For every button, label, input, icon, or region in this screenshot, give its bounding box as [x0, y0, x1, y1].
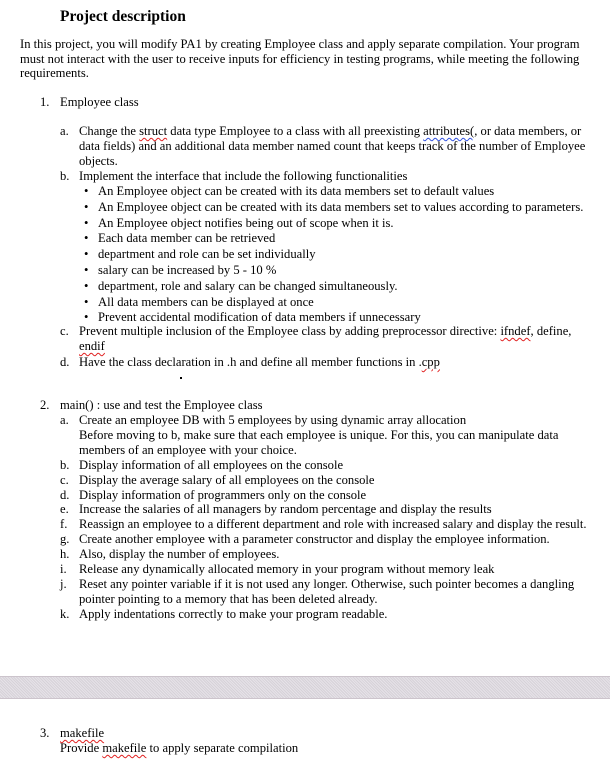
item-text	[79, 124, 581, 139]
item-text: Reset any pointer variable if it is not used any longer. Otherwise, such pointer becomes a dangling	[79, 576, 575, 591]
item-text: Display information of all employees on the console	[79, 457, 344, 472]
item-text: Reassign an employee to a different department and role with increased salary and display the result.	[79, 517, 587, 532]
item-letter: c.	[60, 324, 69, 338]
item-text: Release any dynamically allocated memory in your program without memory leak	[79, 562, 495, 576]
section-number: 3.	[40, 726, 50, 740]
item-text: Create another employee with a parameter constructor and display the employee information.	[79, 532, 550, 547]
text: Prevent multiple inclusion of the Employee class by adding preprocessor directive:	[79, 324, 501, 338]
bullet-text: All data members can be displayed at once	[98, 294, 314, 309]
text: , or data members, or	[474, 124, 582, 138]
bullet-text: salary can be increased by 5 - 10 %	[98, 263, 277, 277]
misspelled-word[interactable]: endif	[79, 339, 105, 353]
bullet-icon: •	[84, 294, 89, 309]
text: to apply separate compilation	[146, 741, 299, 755]
section-text	[60, 741, 298, 756]
bullet-text: An Employee object can be created with its data members set to values according to parameters.	[98, 199, 584, 214]
page-break-band	[0, 676, 610, 699]
section-heading: main() : use and test the Employee class	[60, 398, 263, 412]
item-text	[79, 355, 440, 370]
bullet-text: An Employee object can be created with its data members set to default values	[98, 184, 495, 198]
bullet-text: Prevent accidental modification of data members if unnecessary	[98, 310, 421, 325]
bullet-icon: •	[84, 215, 89, 230]
item-letter: h.	[60, 547, 70, 562]
intro-line: In this project, you will modify PA1 by creating Employee class and apply separate compilation. Your program	[20, 37, 580, 51]
item-text: Increase the salaries of all managers by random percentage and display the results	[79, 502, 492, 517]
section-number: 2.	[40, 398, 50, 412]
item-text: members of an employee with your choice.	[79, 442, 297, 457]
bullet-icon: •	[84, 231, 89, 246]
item-letter: k.	[60, 606, 70, 621]
section-heading	[60, 726, 104, 741]
text: Provide	[60, 741, 103, 755]
section-number: 1.	[40, 95, 50, 109]
bullet-icon: •	[84, 199, 89, 214]
cursor-dot	[180, 377, 182, 379]
bullet-icon: •	[84, 263, 89, 277]
misspelled-word[interactable]: struct	[139, 124, 168, 138]
text: data type Employee to a class with all preexisting	[167, 124, 424, 138]
item-text: Implement the interface that include the following functionalities	[79, 169, 408, 183]
text: , define,	[530, 324, 572, 338]
item-text: data fields) and an additional data member named count that keeps track of the number of Employee	[79, 139, 586, 153]
item-letter: e.	[60, 502, 69, 517]
page-title: Project description	[60, 8, 186, 25]
item-text: Display information of programmers only on the console	[79, 487, 367, 502]
item-letter: d.	[60, 355, 70, 369]
text: Have the class declaration in .h and define all member functions in .	[79, 355, 422, 369]
bullet-icon: •	[84, 278, 89, 293]
bullet-text: department and role can be set individually	[98, 247, 316, 262]
item-letter: b.	[60, 457, 70, 472]
item-text: Create an employee DB with 5 employees by using dynamic array allocation	[79, 413, 467, 427]
bullet-text: An Employee object notifies being out of scope when it is.	[98, 215, 394, 230]
item-letter: j.	[60, 576, 67, 591]
item-letter: i.	[60, 562, 67, 576]
item-letter: a.	[60, 124, 69, 138]
item-letter: d.	[60, 487, 70, 502]
bullet-text: Each data member can be retrieved	[98, 231, 276, 246]
item-letter: a.	[60, 413, 69, 427]
item-letter: g.	[60, 532, 70, 547]
misspelled-word[interactable]: cpp	[421, 355, 440, 369]
item-text: Also, display the number of employees.	[79, 547, 280, 562]
misspelled-word[interactable]: makefile	[60, 726, 105, 740]
item-letter: f.	[60, 517, 68, 532]
bullet-icon: •	[84, 310, 89, 325]
text: Change the	[79, 124, 140, 138]
bullet-icon: •	[84, 247, 89, 262]
item-text: Display the average salary of all employees on the console	[79, 472, 375, 487]
bullet-text: department, role and salary can be changed simultaneously.	[98, 278, 398, 293]
misspelled-word[interactable]: makefile	[102, 741, 147, 755]
item-text	[79, 324, 571, 339]
item-letter: b.	[60, 169, 70, 183]
misspelled-word[interactable]: ifndef	[500, 324, 531, 338]
item-text: pointer pointing to a memory that has been deleted already.	[79, 591, 378, 606]
grammar-flag-word[interactable]: attributes(	[423, 124, 475, 138]
item-text: objects.	[79, 154, 118, 168]
item-text	[79, 339, 105, 354]
bullet-icon: •	[84, 184, 89, 198]
section-heading: Employee class	[60, 95, 139, 109]
item-letter: c.	[60, 472, 69, 487]
item-text: Apply indentations correctly to make your program readable.	[79, 606, 388, 621]
intro-line: requirements.	[20, 66, 89, 80]
item-text: Before moving to b, make sure that each employee is unique. For this, you can manipulate data	[79, 427, 559, 442]
intro-line: must not interact with the user to receive inputs for efficiency in testing programs, while meeting the following	[20, 52, 580, 66]
